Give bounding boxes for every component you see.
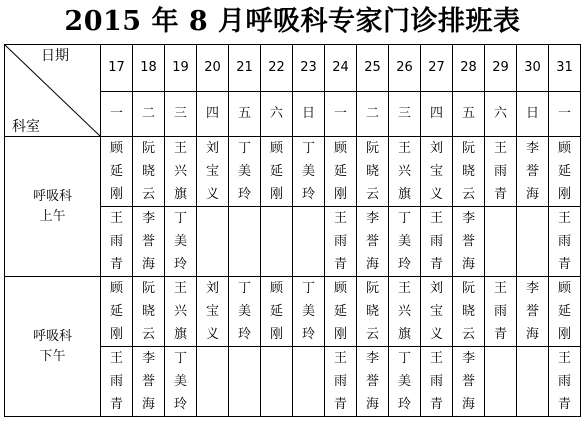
day-cell: 21 <box>229 45 261 92</box>
doctor-cell <box>517 277 549 347</box>
weekday-cell: 四 <box>197 92 229 137</box>
doctor-name: 李 誉 海 <box>365 211 379 272</box>
doctor-name: 王 雨 青 <box>493 281 507 342</box>
doctor-cell <box>325 347 357 417</box>
doctor-cell <box>517 347 549 417</box>
doctor-name: 丁 美 玲 <box>173 351 187 412</box>
day-cell: 22 <box>261 45 293 92</box>
doctor-cell <box>549 347 581 417</box>
day-cell: 26 <box>389 45 421 92</box>
weekday-cell: 四 <box>421 92 453 137</box>
doctor-cell <box>357 347 389 417</box>
doctor-cell <box>421 347 453 417</box>
weekday-cell: 二 <box>133 92 165 137</box>
doctor-name: 阮 晓 云 <box>365 281 379 342</box>
doctor-cell <box>101 347 133 417</box>
doctor-name: 王 雨 青 <box>109 351 123 412</box>
doctor-cell <box>485 137 517 207</box>
day-cell: 20 <box>197 45 229 92</box>
doctor-name: 王 雨 青 <box>557 211 571 272</box>
day-cell: 17 <box>101 45 133 92</box>
doctor-name: 王 雨 青 <box>429 211 443 272</box>
doctor-name: 阮 晓 云 <box>461 281 475 342</box>
doctor-cell <box>197 277 229 347</box>
weekday-cell: 六 <box>261 92 293 137</box>
weekday-cell: 五 <box>229 92 261 137</box>
doctor-cell <box>549 137 581 207</box>
weekday-cell: 一 <box>325 92 357 137</box>
doctor-cell <box>453 347 485 417</box>
doctor-cell <box>293 137 325 207</box>
doctor-cell <box>421 207 453 277</box>
doctor-name: 王 雨 青 <box>109 211 123 272</box>
doctor-cell <box>133 347 165 417</box>
day-cell: 18 <box>133 45 165 92</box>
day-cell: 27 <box>421 45 453 92</box>
doctor-name: 顾 延 刚 <box>557 141 571 202</box>
doctor-name: 丁 美 玲 <box>301 281 315 342</box>
doctor-cell <box>357 277 389 347</box>
doctor-cell <box>133 207 165 277</box>
doctor-name: 李 誉 海 <box>525 281 539 342</box>
doctor-cell <box>357 137 389 207</box>
doctor-name: 李 誉 海 <box>461 211 475 272</box>
doctor-cell <box>485 277 517 347</box>
doctor-cell <box>549 277 581 347</box>
doctor-name: 顾 延 刚 <box>333 281 347 342</box>
doctor-name: 李 誉 海 <box>365 351 379 412</box>
doctor-cell <box>453 207 485 277</box>
table-row <box>5 277 581 347</box>
doctor-name: 顾 延 刚 <box>109 141 123 202</box>
doctor-cell <box>229 207 261 277</box>
doctor-cell <box>133 137 165 207</box>
doctor-name: 阮 晓 云 <box>365 141 379 202</box>
doctor-cell <box>101 277 133 347</box>
weekday-cell: 三 <box>165 92 197 137</box>
doctor-cell <box>165 277 197 347</box>
doctor-name: 丁 美 玲 <box>173 211 187 272</box>
doctor-name: 顾 延 刚 <box>269 141 283 202</box>
day-cell: 24 <box>325 45 357 92</box>
doctor-cell <box>197 347 229 417</box>
doctor-name: 王 雨 青 <box>557 351 571 412</box>
doctor-cell <box>485 347 517 417</box>
doctor-name: 李 誉 海 <box>141 211 155 272</box>
doctor-cell <box>101 207 133 277</box>
weekday-cell: 二 <box>357 92 389 137</box>
doctor-name: 王 兴 旗 <box>397 141 411 202</box>
doctor-cell <box>325 277 357 347</box>
doctor-name: 李 誉 海 <box>525 141 539 202</box>
doctor-cell <box>453 137 485 207</box>
doctor-cell <box>133 277 165 347</box>
doctor-cell <box>293 207 325 277</box>
doctor-name: 顾 延 刚 <box>557 281 571 342</box>
doctor-name: 王 兴 旗 <box>397 281 411 342</box>
doctor-cell <box>421 277 453 347</box>
doctor-cell <box>229 347 261 417</box>
weekday-cell: 一 <box>549 92 581 137</box>
doctor-name: 王 雨 青 <box>333 211 347 272</box>
doctor-cell <box>101 137 133 207</box>
doctor-cell <box>421 137 453 207</box>
doctor-cell <box>165 347 197 417</box>
weekday-cell: 日 <box>517 92 549 137</box>
doctor-name: 刘 宝 义 <box>429 281 443 342</box>
page-title: 2015 年 8 月呼吸科专家门诊排班表 <box>64 6 521 37</box>
header-corner-cell <box>5 45 101 137</box>
doctor-name: 李 誉 海 <box>461 351 475 412</box>
dept-cell <box>5 137 101 277</box>
doctor-cell <box>453 277 485 347</box>
session-time: 下午 <box>39 348 66 364</box>
doctor-cell <box>485 207 517 277</box>
doctor-cell <box>261 277 293 347</box>
dept-cell <box>5 277 101 417</box>
dept-name: 呼吸科 <box>32 328 72 344</box>
doctor-cell <box>197 207 229 277</box>
doctor-cell <box>389 137 421 207</box>
doctor-name: 顾 延 刚 <box>109 281 123 342</box>
doctor-cell <box>293 347 325 417</box>
doctor-name: 阮 晓 云 <box>141 141 155 202</box>
doctor-name: 顾 延 刚 <box>333 141 347 202</box>
doctor-name: 丁 美 玲 <box>237 281 251 342</box>
doctor-cell <box>517 207 549 277</box>
doctor-cell <box>549 207 581 277</box>
table-row <box>5 137 581 207</box>
date-label: 日期 <box>41 48 69 64</box>
day-cell: 23 <box>293 45 325 92</box>
doctor-name: 李 誉 海 <box>141 351 155 412</box>
doctor-name: 王 雨 青 <box>429 351 443 412</box>
doctor-name: 丁 美 玲 <box>397 211 411 272</box>
weekday-cell: 三 <box>389 92 421 137</box>
doctor-cell <box>325 207 357 277</box>
doctor-name: 王 兴 旗 <box>173 141 187 202</box>
doctor-cell <box>229 277 261 347</box>
weekday-cell: 一 <box>101 92 133 137</box>
doctor-name: 刘 宝 义 <box>205 141 219 202</box>
doctor-cell <box>261 137 293 207</box>
doctor-name: 刘 宝 义 <box>205 281 219 342</box>
day-cell: 19 <box>165 45 197 92</box>
doctor-cell <box>165 207 197 277</box>
doctor-name: 丁 美 玲 <box>397 351 411 412</box>
doctor-cell <box>389 347 421 417</box>
doctor-cell <box>229 137 261 207</box>
doctor-cell <box>389 207 421 277</box>
doctor-cell <box>197 137 229 207</box>
doctor-cell <box>165 137 197 207</box>
weekday-cell: 日 <box>293 92 325 137</box>
doctor-cell <box>517 137 549 207</box>
doctor-cell <box>261 347 293 417</box>
day-cell: 31 <box>549 45 581 92</box>
weekday-cell: 六 <box>485 92 517 137</box>
weekday-cell: 五 <box>453 92 485 137</box>
doctor-name: 王 兴 旗 <box>173 281 187 342</box>
doctor-cell <box>389 277 421 347</box>
dept-label: 科室 <box>12 119 40 135</box>
doctor-name: 阮 晓 云 <box>141 281 155 342</box>
schedule-table <box>4 44 581 417</box>
day-cell: 25 <box>357 45 389 92</box>
doctor-name: 丁 美 玲 <box>237 141 251 202</box>
doctor-name: 刘 宝 义 <box>429 141 443 202</box>
doctor-cell <box>357 207 389 277</box>
doctor-name: 丁 美 玲 <box>301 141 315 202</box>
doctor-name: 阮 晓 云 <box>461 141 475 202</box>
day-cell: 30 <box>517 45 549 92</box>
dept-name: 呼吸科 <box>32 188 72 204</box>
doctor-name: 王 雨 青 <box>493 141 507 202</box>
day-cell: 28 <box>453 45 485 92</box>
day-cell: 29 <box>485 45 517 92</box>
date-row <box>5 45 581 92</box>
doctor-cell <box>293 277 325 347</box>
doctor-name: 王 雨 青 <box>333 351 347 412</box>
doctor-name: 顾 延 刚 <box>269 281 283 342</box>
doctor-cell <box>261 207 293 277</box>
session-time: 上午 <box>39 208 66 224</box>
doctor-cell <box>325 137 357 207</box>
